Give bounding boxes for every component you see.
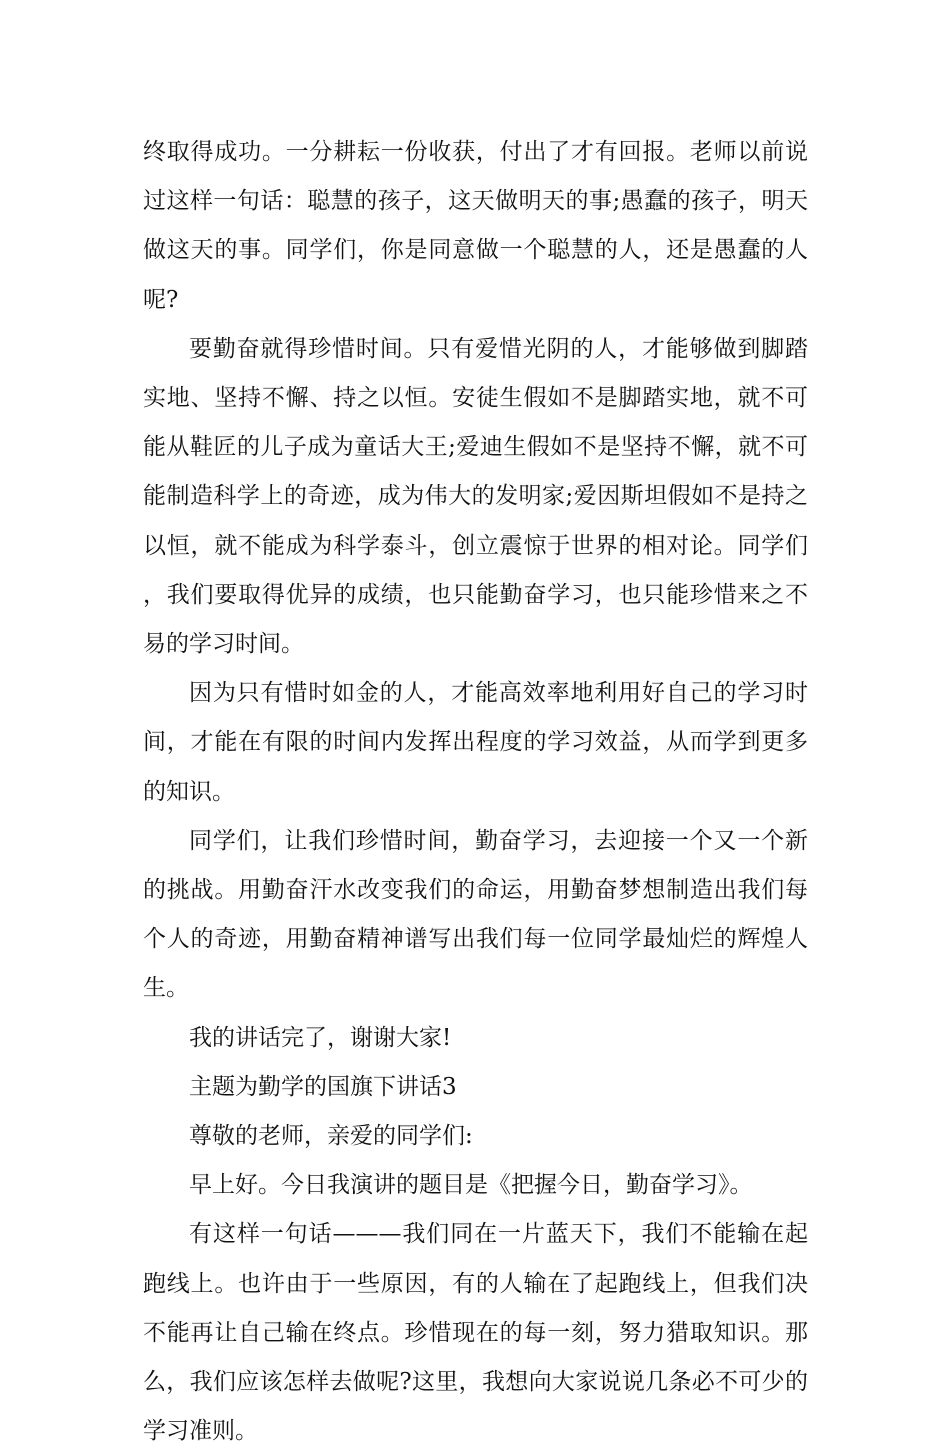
document-body (143, 128, 808, 1456)
paragraph-2: 要勤奋就得珍惜时间。只有爱惜光阴的人，才能够做到脚踏实地、坚持不懈、持之以恒。安徒生假如不是脚踏实地，就不可能从鞋匠的儿子成为童话大王;爱迪生假如不是坚持不懈，就不可能制造科学上的奇迹，成为伟大的发明家;爱因斯坦假如不是持之以恒，就不能成为科学泰斗，创立震惊于世界的相对论。同学们，我们要取得优异的成绩，也只能勤奋学习，也只能珍惜来之不易的学习时间。 (143, 335, 808, 658)
paragraph-3: 因为只有惜时如金的人，才能高效率地利用好自己的学习时间，才能在有限的时间内发挥出程度的学习效益，从而学到更多的知识。 (143, 680, 808, 805)
paragraph-9: 有这样一句话———我们同在一片蓝天下，我们不能输在起跑线上。也许由于一些原因，有的人输在了起跑线上，但我们决不能再让自己输在终点。珍惜现在的每一刻，努力猎取知识。那么，我们应该怎样去做呢?这里，我想向大家说说几条必不可少的学习准则。 (143, 1221, 808, 1445)
paragraph-4: 同学们，让我们珍惜时间，勤奋学习，去迎接一个又一个新的挑战。用勤奋汗水改变我们的命运，用勤奋梦想制造出我们每个人的奇迹，用勤奋精神谱写出我们每一位同学最灿烂的辉煌人生。 (143, 827, 808, 1002)
paragraph-8: 早上好。今日我演讲的题目是《把握今日，勤奋学习》。 (189, 1172, 753, 1199)
paragraph-5: 我的讲话完了，谢谢大家! (189, 1024, 452, 1051)
section-heading: 主题为勤学的国旗下讲话3 (189, 1073, 457, 1100)
salutation: 尊敬的老师，亲爱的同学们: (189, 1123, 473, 1150)
paragraph-1: 终取得成功。一分耕耘一份收获，付出了才有回报。老师以前说过这样一句话：聪慧的孩子，这天做明天的事;愚蠢的孩子，明天做这天的事。同学们，你是同意做一个聪慧的人，还是愚蠢的人呢? (143, 139, 808, 313)
